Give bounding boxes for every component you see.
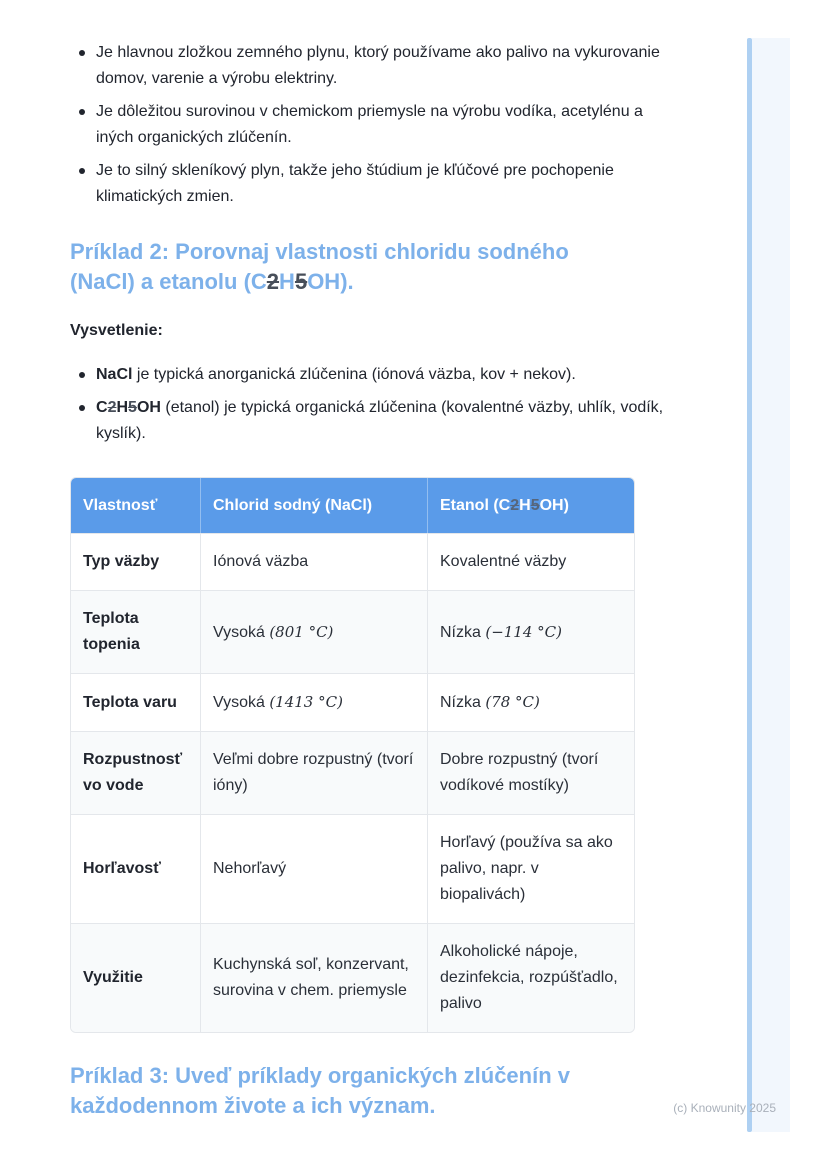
- bullet-icon: [79, 109, 85, 115]
- table-header-row: [71, 478, 634, 533]
- formula-text: H: [116, 399, 129, 416]
- column-header-nacl: Chlorid sodný (NaCl): [200, 478, 427, 533]
- cell-text: Nehorľavý: [213, 860, 287, 877]
- header-text: Etanol (C: [440, 497, 511, 514]
- temperature-value: (1413 °C): [269, 693, 343, 711]
- table-row: [71, 533, 634, 590]
- scrollbar-track[interactable]: [752, 38, 790, 1132]
- formula-text: OH: [136, 399, 161, 416]
- formula-text: C: [96, 399, 108, 416]
- table-row: [71, 731, 634, 814]
- table-row: [71, 923, 634, 1032]
- table-row: [71, 673, 634, 731]
- cell-text: Dobre rozpustný (tvorí vodíkové mostíky): [440, 751, 599, 794]
- temperature-value: (−114 °C): [485, 622, 562, 641]
- list-item: [70, 395, 684, 447]
- table-cell: [427, 673, 634, 731]
- table-cell: [200, 533, 427, 590]
- comparison-table: [70, 477, 635, 1033]
- bullet-icon: [79, 372, 85, 378]
- list-item-text: Je hlavnou zložkou zemného plynu, ktorý používame ako palivo na vykurovanie domov, varenie a výrobu elektriny.: [96, 44, 660, 87]
- row-label: Využitie: [71, 923, 200, 1032]
- heading-priklad-2: [70, 237, 630, 297]
- subscript-2: 2: [266, 269, 280, 294]
- table-cell: [200, 731, 427, 814]
- explanation-bullet-list: [70, 362, 735, 447]
- table-cell: [200, 590, 427, 673]
- bullet-icon: [79, 50, 85, 56]
- row-label: Typ väzby: [71, 533, 200, 590]
- table-cell: [427, 731, 634, 814]
- row-label: Teplota varu: [71, 673, 200, 731]
- cell-text: Kovalentné väzby: [440, 553, 567, 570]
- subscript-2: 2: [510, 497, 520, 514]
- document-content: [70, 0, 735, 1121]
- cell-text: Kuchynská soľ, konzervant, surovina v chem. priemysle: [213, 956, 409, 999]
- cell-text: Nízka: [440, 694, 486, 711]
- subscript-5: 5: [294, 269, 308, 294]
- table-cell: [200, 923, 427, 1032]
- explanation-label: Vysvetlenie:: [70, 322, 163, 339]
- cell-text: Nízka: [440, 623, 486, 641]
- cell-text: Vysoká: [213, 623, 270, 641]
- subscript-2: 2: [107, 399, 117, 416]
- scrollbar-thumb[interactable]: [747, 38, 752, 1132]
- list-item: [70, 362, 684, 388]
- list-item: [70, 40, 684, 92]
- heading-text: H: [279, 269, 295, 294]
- bullet-icon: [79, 405, 85, 411]
- intro-bullet-list: [70, 40, 735, 210]
- cell-text: Alkoholické nápoje, dezinfekcia, rozpúšťadlo, palivo: [440, 943, 618, 1012]
- row-label: Teplota topenia: [71, 590, 200, 673]
- subscript-5: 5: [128, 399, 137, 416]
- table-row: [71, 814, 634, 923]
- column-header-vlastnost: Vlastnosť: [71, 478, 200, 533]
- bullet-icon: [79, 168, 85, 174]
- column-header-etanol: [427, 478, 634, 533]
- header-text: H: [519, 497, 531, 514]
- copyright-text: (c) Knowunity 2025: [673, 1101, 776, 1115]
- cell-text: Iónová väzba: [213, 553, 309, 570]
- cell-text: Vysoká: [213, 694, 270, 711]
- row-label: Horľavosť: [71, 814, 200, 923]
- chem-formula-nacl: NaCl: [96, 366, 133, 383]
- cell-text: Veľmi dobre rozpustný (tvorí ióny): [213, 751, 414, 794]
- cell-text: Horľavý (používa sa ako palivo, napr. v biopalivách): [440, 834, 613, 903]
- list-item-text: Je to silný skleníkový plyn, takže jeho štúdium je kľúčové pre pochopenie klimatických zmien.: [96, 162, 614, 205]
- temperature-value: (801 °C): [269, 622, 334, 641]
- temperature-value: (78 °C): [485, 693, 540, 711]
- table-cell: [427, 590, 634, 673]
- table-cell: [427, 814, 634, 923]
- heading-text: OH).: [307, 269, 354, 294]
- list-item-text: je typická anorganická zlúčenina (iónová väzba, kov + nekov).: [132, 366, 576, 383]
- list-item-text: Je dôležitou surovinou v chemickom priemysle na výrobu vodíka, acetylénu a iných organických zlúčenín.: [96, 103, 643, 146]
- list-item: [70, 158, 684, 210]
- table-cell: [427, 923, 634, 1032]
- table-cell: [200, 673, 427, 731]
- heading-priklad-3: Príklad 3: Uveď príklady organických zlúčenín v každodennom živote a ich význam.: [70, 1063, 570, 1118]
- subscript-5: 5: [530, 497, 540, 514]
- header-text: OH): [539, 497, 569, 514]
- table-cell: [200, 814, 427, 923]
- row-label: Rozpustnosť vo vode: [71, 731, 200, 814]
- chem-formula-etanol: [96, 399, 161, 416]
- table-cell: [427, 533, 634, 590]
- list-item-text: (etanol) je typická organická zlúčenina (kovalentné väzby, uhlík, vodík, kyslík).: [96, 399, 664, 442]
- list-item: [70, 99, 684, 151]
- heading-text: Príklad 2: Porovnaj vlastnosti chloridu sodného (NaCl) a etanolu (C: [70, 239, 569, 294]
- table-row: [71, 590, 634, 673]
